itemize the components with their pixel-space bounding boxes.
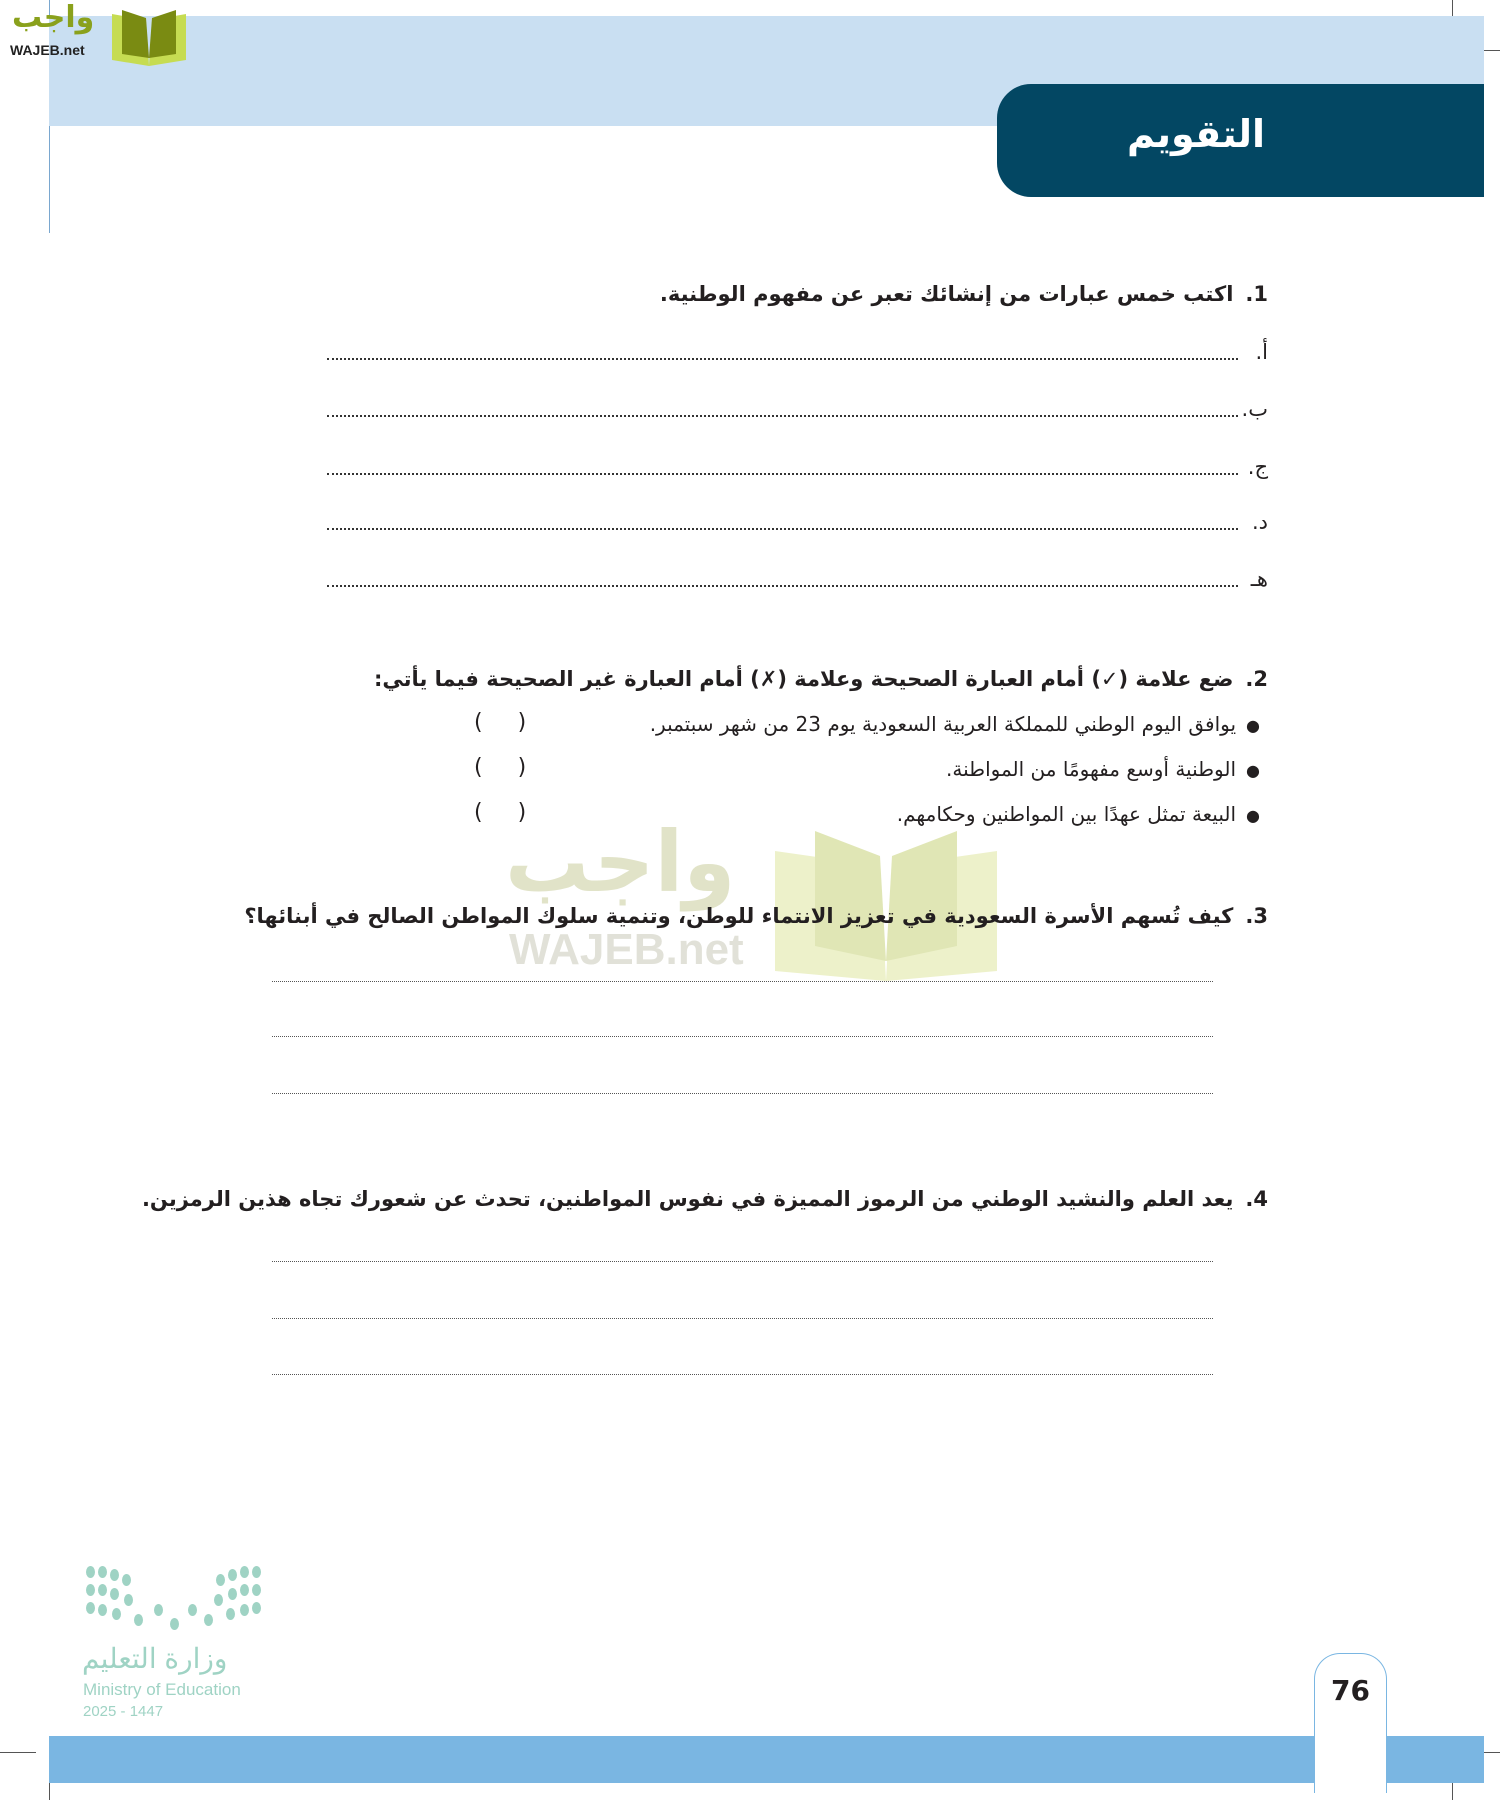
- question-number: 4.: [1245, 1187, 1268, 1211]
- answer-line[interactable]: [272, 981, 1213, 982]
- ministry-name-english: Ministry of Education: [83, 1680, 241, 1699]
- answer-line[interactable]: [272, 1318, 1213, 1319]
- statement-item: [897, 802, 1260, 826]
- answer-box[interactable]: ( ): [474, 710, 541, 735]
- bullet-icon: ●: [1246, 806, 1260, 825]
- answer-line[interactable]: [272, 1093, 1213, 1094]
- logo-arabic: واجب: [12, 0, 95, 35]
- logo-latin: WAJEB.net: [10, 42, 85, 58]
- answer-line[interactable]: [327, 585, 1238, 587]
- statement-text: الوطنية أوسع مفهومًا من المواطنة.: [946, 757, 1237, 781]
- answer-line[interactable]: [327, 415, 1238, 417]
- book-icon: [108, 6, 190, 66]
- crop-mark: [0, 1752, 36, 1753]
- answer-line[interactable]: [327, 473, 1238, 475]
- question-2: [374, 667, 1268, 691]
- ministry-logo-icon: [84, 1564, 264, 1626]
- bullet-icon: ●: [1246, 716, 1260, 735]
- answer-label: د.: [1251, 510, 1268, 534]
- answer-box[interactable]: ( ): [474, 800, 541, 825]
- statement-text: يوافق اليوم الوطني للمملكة العربية السعودية يوم 23 من شهر سبتمبر.: [649, 712, 1237, 736]
- question-text: ضع علامة (✓) أمام العبارة الصحيحة وعلامة (✗) أمام العبارة غير الصحيحة فيما يأتي:: [374, 667, 1234, 691]
- question-3: [244, 904, 1268, 928]
- bullet-icon: ●: [1246, 761, 1260, 780]
- statement-text: البيعة تمثل عهدًا بين المواطنين وحكامهم.: [896, 802, 1237, 826]
- question-1: [660, 282, 1268, 306]
- statement-item: [650, 712, 1260, 736]
- ministry-name-arabic: وزارة التعليم: [82, 1643, 228, 1674]
- answer-label: ب.: [1241, 397, 1268, 421]
- answer-line[interactable]: [327, 528, 1238, 530]
- question-number: 1.: [1245, 282, 1268, 306]
- answer-line[interactable]: [272, 1036, 1213, 1037]
- answer-label: أ.: [1255, 340, 1268, 364]
- page-number: 76: [1331, 1674, 1370, 1707]
- answer-box[interactable]: ( ): [474, 755, 541, 780]
- watermark-latin: WAJEB.net: [509, 925, 744, 974]
- question-text: كيف تُسهم الأسرة السعودية في تعزيز الانتماء للوطن، وتنمية سلوك المواطن الصالح في أبنائها؟: [244, 904, 1234, 928]
- answer-line[interactable]: [272, 1374, 1213, 1375]
- wajeb-logo: [4, 0, 194, 68]
- edition-year: 2025 - 1447: [83, 1703, 164, 1720]
- question-text: يعد العلم والنشيد الوطني من الرموز المميزة في نفوس المواطنين، تحدث عن شعورك تجاه هذين الرمزين.: [141, 1187, 1234, 1211]
- question-number: 3.: [1245, 904, 1268, 928]
- question-number: 2.: [1245, 667, 1268, 691]
- section-title: التقويم: [1126, 112, 1265, 156]
- question-text: اكتب خمس عبارات من إنشائك تعبر عن مفهوم الوطنية.: [659, 282, 1234, 306]
- footer-band: [49, 1736, 1484, 1783]
- question-4: [142, 1187, 1268, 1211]
- watermark-arabic: واجب: [505, 813, 736, 911]
- answer-line[interactable]: [272, 1261, 1213, 1262]
- answer-label: ج.: [1247, 455, 1268, 479]
- statement-item: [946, 757, 1260, 781]
- answer-line[interactable]: [327, 358, 1238, 360]
- answer-label: هـ: [1250, 567, 1268, 591]
